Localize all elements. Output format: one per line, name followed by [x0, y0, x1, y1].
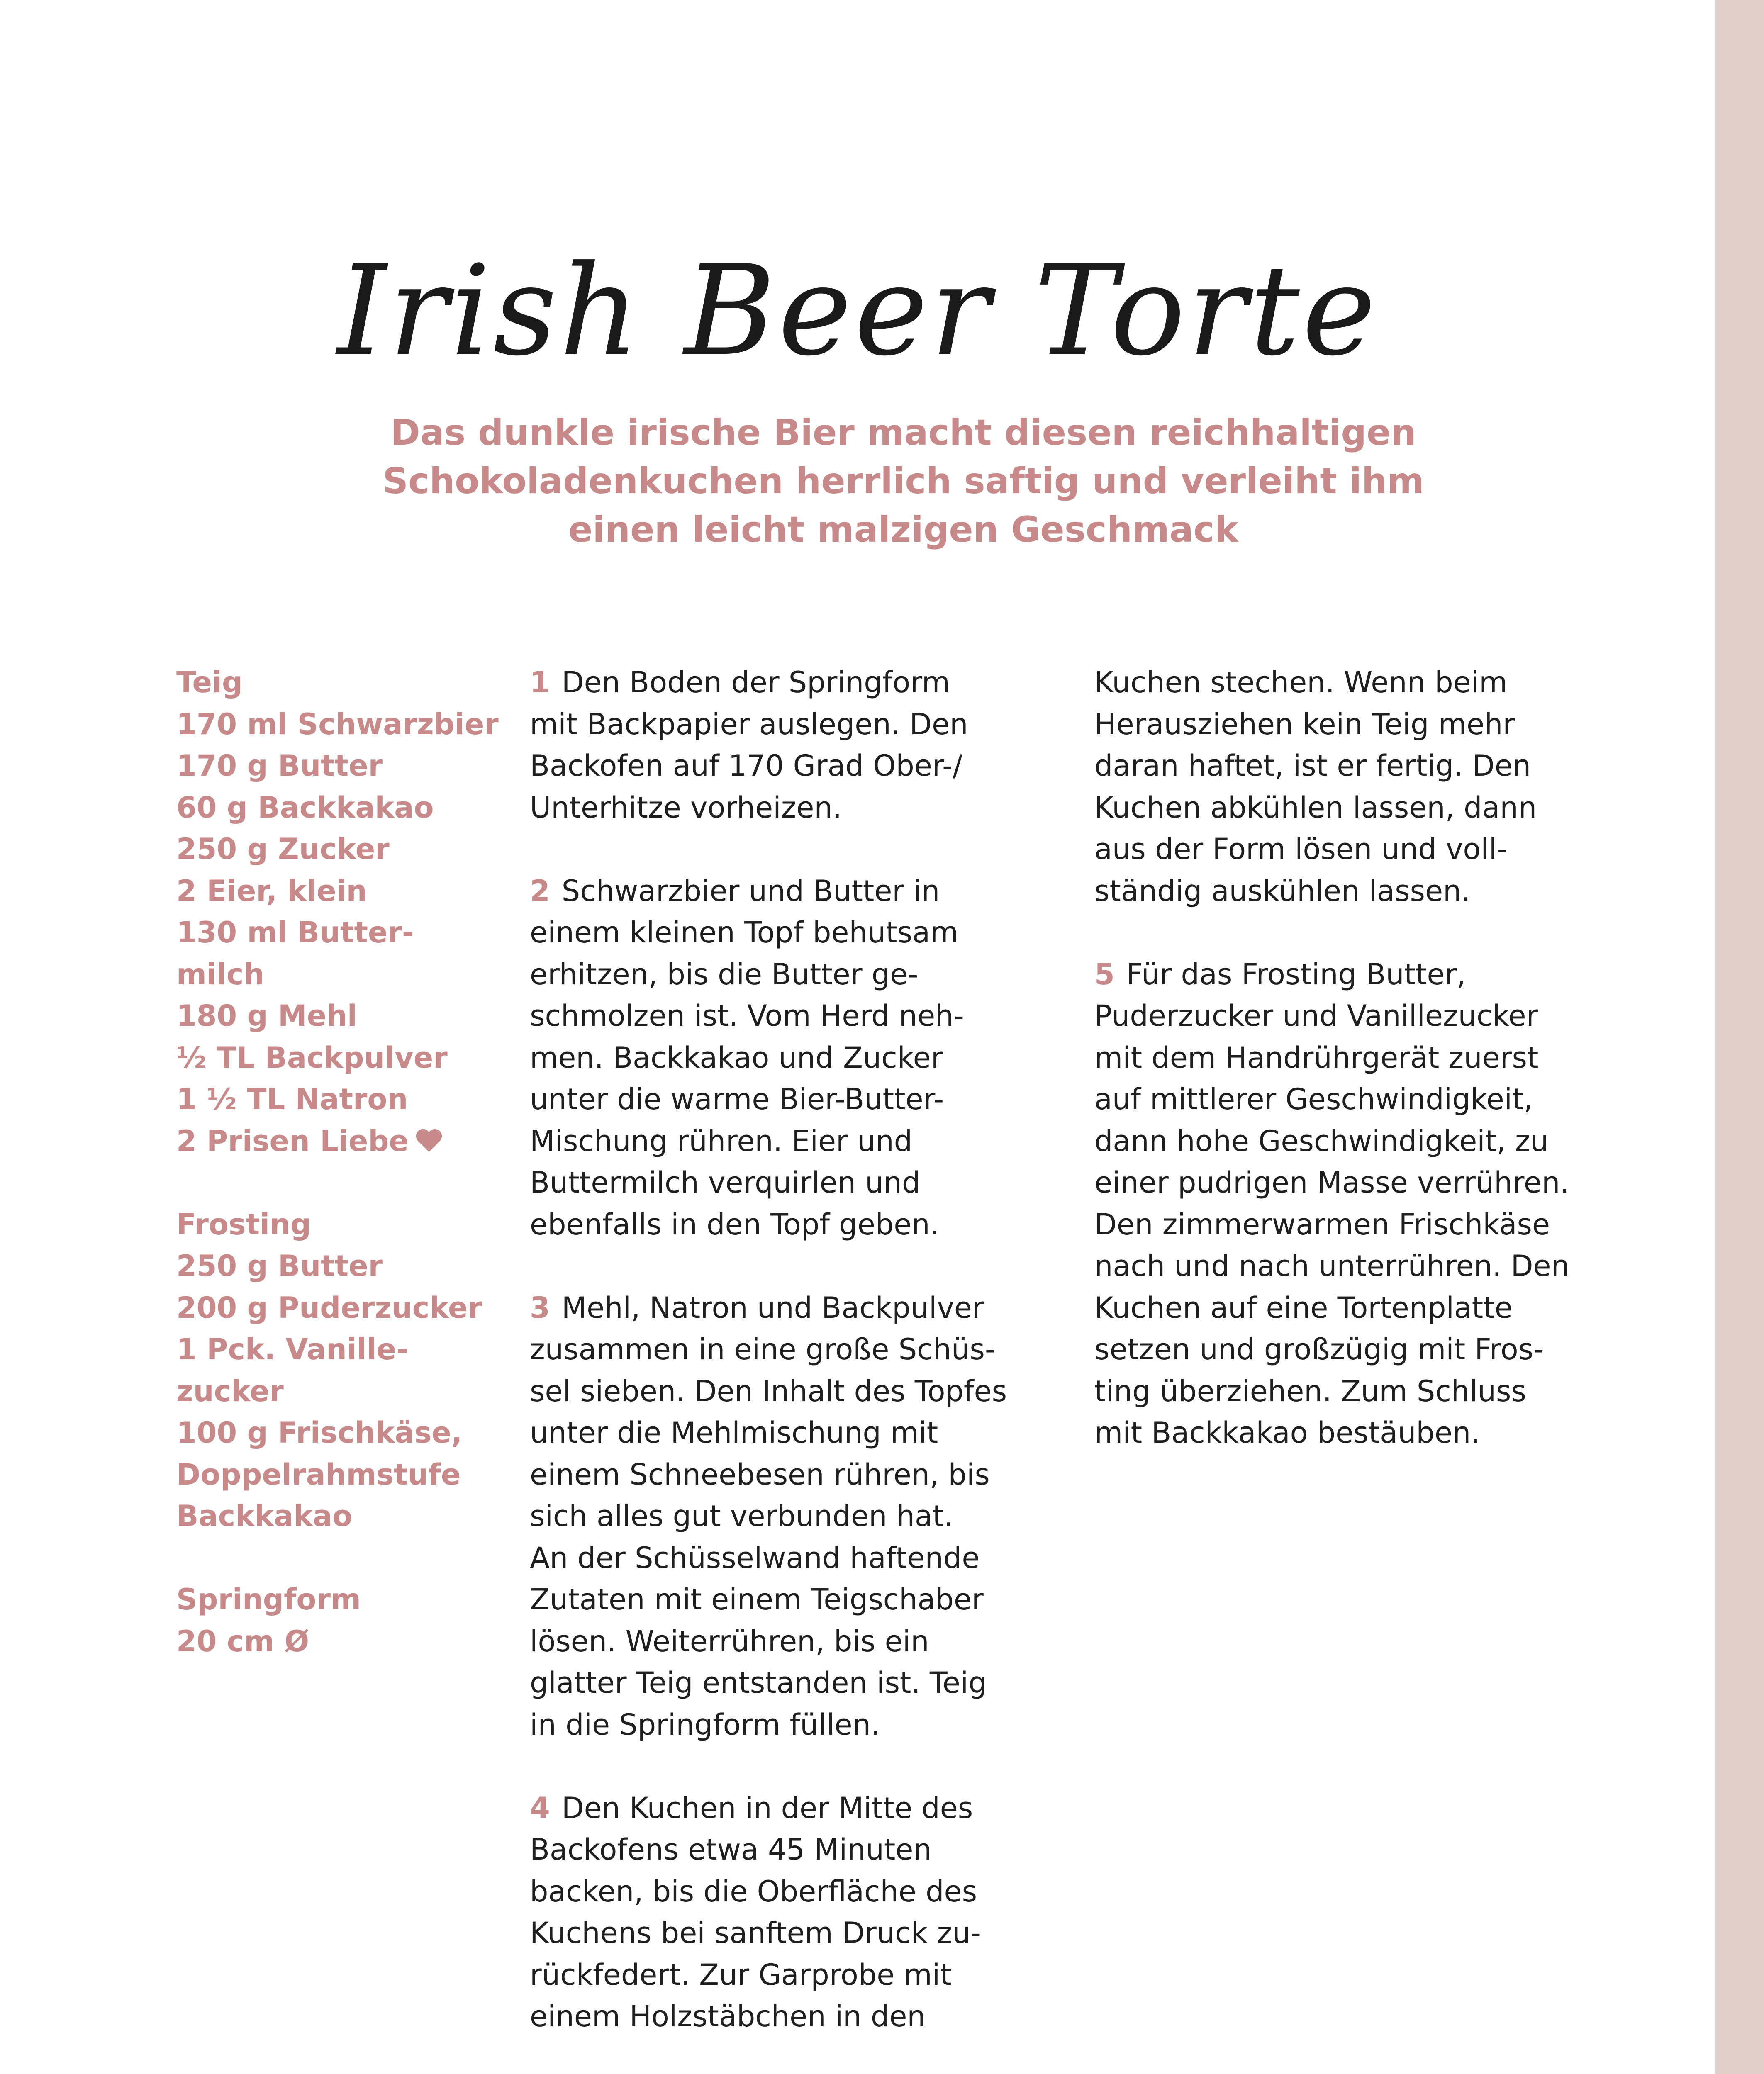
ingredient-item	[176, 1287, 492, 1329]
step-line	[1094, 995, 1625, 1037]
step-text: glatter Teig entstanden ist. Teig	[530, 1666, 987, 1700]
step-line	[1094, 954, 1625, 996]
step-line	[1094, 1412, 1625, 1454]
ingredient-item	[176, 1454, 492, 1496]
step-line	[530, 1120, 1053, 1162]
ingredient-text: 180 g Mehl	[176, 999, 357, 1033]
recipe-title: Irish Beer Torte	[337, 239, 1379, 383]
step-text: Für das Frosting Butter,	[1126, 957, 1466, 991]
ingredient-item	[176, 1120, 492, 1162]
step-line	[530, 662, 1053, 704]
step-text: rückfedert. Zur Garprobe mit	[530, 1957, 952, 1992]
step-line	[530, 1454, 1053, 1496]
ingredient-item	[176, 1329, 492, 1370]
step-text: nach und nach unterrühren. Den	[1094, 1249, 1569, 1283]
step-line	[1094, 1037, 1625, 1079]
step-line	[1094, 1120, 1625, 1162]
step-text: unter die Mehlmischung mit	[530, 1416, 938, 1450]
ingredient-text: zucker	[176, 1374, 284, 1408]
step-block	[1094, 954, 1625, 1454]
step-text: dann hohe Geschwindigkeit, zu	[1094, 1124, 1549, 1158]
ingredient-item	[176, 912, 492, 954]
ingredient-item	[176, 1412, 492, 1454]
ingredient-heading: Frosting	[176, 1207, 312, 1241]
ingredient-item	[176, 745, 492, 787]
step-line	[530, 1329, 1053, 1370]
subtitle-line: Das dunkle irische Bier macht diesen reichhaltigen	[390, 412, 1416, 453]
step-number: 1	[530, 665, 550, 699]
step-line	[530, 1829, 1053, 1871]
step-text: Backofen auf 170 Grad Ober-/	[530, 749, 962, 783]
step-line	[1094, 787, 1625, 829]
ingredient-text: 60 g Backkakao	[176, 790, 434, 825]
step-text: einem Schneebesen rühren, bis	[530, 1457, 990, 1492]
ingredient-text: 1 ½ TL Natron	[176, 1082, 408, 1116]
ingredient-item	[176, 787, 492, 829]
ingredient-text: 1 Pck. Vanille-	[176, 1332, 409, 1366]
step-text: sel sieben. Den Inhalt des Topfes	[530, 1374, 1007, 1408]
step-line	[530, 1871, 1053, 1913]
step-text: einem kleinen Topf behutsam	[530, 915, 959, 949]
step-text: Kuchens bei sanftem Druck zu-	[530, 1916, 981, 1950]
ingredient-text: 250 g Zucker	[176, 832, 390, 866]
ingredient-text: 200 g Puderzucker	[176, 1290, 482, 1325]
step-text: An der Schüsselwand haftende	[530, 1541, 980, 1575]
ingredient-group	[176, 1579, 492, 1662]
ingredient-text: ½ TL Backpulver	[176, 1040, 448, 1075]
step-line	[530, 1037, 1053, 1079]
step-text: men. Backkakao und Zucker	[530, 1040, 943, 1075]
step-line	[1094, 1287, 1625, 1329]
step-block	[530, 1287, 1053, 1746]
step-text: unter die warme Bier-Butter-	[530, 1082, 944, 1116]
ingredient-text: 170 ml Schwarzbier	[176, 707, 499, 741]
subtitle-line: Schokoladenkuchen herrlich saftig und verleiht ihm	[383, 460, 1424, 502]
step-text: mit dem Handrührgerät zuerst	[1094, 1040, 1539, 1075]
step-line	[1094, 1329, 1625, 1370]
step-text: einer pudrigen Masse verrühren.	[1094, 1166, 1569, 1200]
step-line	[530, 1537, 1053, 1579]
step-line	[530, 1954, 1053, 1996]
ingredient-text: 20 cm Ø	[176, 1624, 309, 1658]
step-line	[530, 1996, 1053, 2037]
ingredient-text: 170 g Butter	[176, 749, 383, 783]
step-text: aus der Form lösen und voll-	[1094, 832, 1508, 866]
step-line	[1094, 1204, 1625, 1246]
step-text: ting überziehen. Zum Schluss	[1094, 1374, 1526, 1408]
step-number: 4	[530, 1791, 550, 1825]
ingredient-item	[176, 870, 492, 912]
step-block	[530, 662, 1053, 828]
ingredient-item	[176, 1495, 492, 1537]
step-line	[530, 1662, 1053, 1704]
ingredient-item	[176, 704, 499, 745]
step-text: setzen und großzügig mit Fros-	[1094, 1332, 1544, 1366]
step-line	[530, 1704, 1053, 1746]
step-line	[530, 995, 1053, 1037]
step-line	[530, 1912, 1053, 1954]
ingredient-group	[176, 662, 499, 1162]
ingredient-heading: Springform	[176, 1582, 361, 1616]
heart-icon	[416, 1130, 442, 1154]
step-line	[1094, 870, 1625, 912]
step-line	[530, 1579, 1053, 1621]
step-line	[1094, 1370, 1625, 1412]
step-line	[530, 954, 1053, 996]
step-text: auf mittlerer Geschwindigkeit,	[1094, 1082, 1533, 1116]
step-text: lösen. Weiterrühren, bis ein	[530, 1624, 929, 1658]
step-line	[530, 1787, 1053, 1829]
step-number: 3	[530, 1290, 550, 1325]
recipe-subtitle	[282, 409, 1525, 554]
step-line	[530, 1621, 1053, 1663]
step-text: schmolzen ist. Vom Herd neh-	[530, 999, 964, 1033]
step-line	[1094, 1162, 1625, 1204]
ingredient-item	[176, 1037, 492, 1079]
step-block	[530, 1787, 1053, 2037]
step-line	[530, 1495, 1053, 1537]
step-text: Backofens etwa 45 Minuten	[530, 1833, 932, 1867]
ingredient-group	[176, 1204, 492, 1537]
step-line	[1094, 1245, 1625, 1287]
ingredient-item	[176, 1370, 492, 1412]
ingredient-text: Doppelrahmstufe	[176, 1457, 461, 1492]
step-text: Zutaten mit einem Teigschaber	[530, 1582, 984, 1616]
step-text: Mehl, Natron und Backpulver	[561, 1290, 984, 1325]
step-line	[530, 1204, 1053, 1246]
ingredient-item	[176, 1078, 492, 1120]
step-line	[530, 870, 1053, 912]
step-text: Puderzucker und Vanillezucker	[1094, 999, 1538, 1033]
step-line	[530, 1370, 1053, 1412]
step-text: ebenfalls in den Topf geben.	[530, 1207, 939, 1241]
step-text: Unterhitze vorheizen.	[530, 790, 842, 825]
subtitle-line: einen leicht malzigen Geschmack	[568, 509, 1238, 550]
step-line	[530, 1287, 1053, 1329]
step-text: mit Backkakao bestäuben.	[1094, 1416, 1480, 1450]
ingredient-text: 250 g Butter	[176, 1249, 383, 1283]
step-text: zusammen in eine große Schüs-	[530, 1332, 996, 1366]
step-line	[1094, 704, 1625, 745]
ingredient-item	[176, 954, 492, 996]
ingredient-item	[176, 828, 492, 870]
step-text: einem Holzstäbchen in den	[530, 1999, 926, 2033]
ingredient-text: 130 ml Butter-	[176, 915, 414, 949]
step-text: Kuchen abkühlen lassen, dann	[1094, 790, 1537, 825]
step-line	[1094, 745, 1625, 787]
steps-column-right	[1094, 662, 1625, 1495]
step-text: backen, bis die Oberfläche des	[530, 1874, 977, 1908]
step-line	[530, 912, 1053, 954]
ingredient-text: Backkakao	[176, 1499, 353, 1533]
step-text: Den Kuchen in der Mitte des	[561, 1791, 973, 1825]
step-block	[530, 870, 1053, 1246]
step-line	[530, 787, 1053, 829]
step-text: Den Boden der Springform	[561, 665, 950, 699]
step-number: 2	[530, 874, 550, 908]
step-text: mit Backpapier auslegen. Den	[530, 707, 968, 741]
step-text: Den zimmerwarmen Frischkäse	[1094, 1207, 1550, 1241]
ingredient-text: 100 g Frischkäse,	[176, 1416, 463, 1450]
step-text: Mischung rühren. Eier und	[530, 1124, 913, 1158]
step-text: Herausziehen kein Teig mehr	[1094, 707, 1515, 741]
step-text: ständig auskühlen lassen.	[1094, 874, 1471, 908]
step-line	[530, 1078, 1053, 1120]
step-text: Schwarzbier und Butter in	[561, 874, 940, 908]
step-line	[530, 1412, 1053, 1454]
step-line	[530, 1162, 1053, 1204]
step-text: daran haftet, ist er fertig. Den	[1094, 749, 1531, 783]
step-text: Kuchen auf eine Tortenplatte	[1094, 1290, 1513, 1325]
step-text: in die Springform füllen.	[530, 1707, 880, 1742]
step-line	[1094, 662, 1625, 704]
ingredient-text: 2 Prisen Liebe	[176, 1124, 409, 1158]
step-text: erhitzen, bis die Butter ge-	[530, 957, 919, 991]
ingredient-item	[176, 1621, 492, 1663]
step-number: 5	[1094, 957, 1115, 991]
side-stripe	[1715, 0, 1764, 2074]
ingredient-heading: Teig	[176, 665, 243, 699]
ingredient-text: 2 Eier, klein	[176, 874, 367, 908]
ingredient-item	[176, 995, 492, 1037]
step-block	[1094, 662, 1625, 912]
ingredients-column	[176, 662, 499, 1704]
step-text: Buttermilch verquirlen und	[530, 1166, 921, 1200]
ingredient-item	[176, 1245, 492, 1287]
steps-column-middle	[530, 662, 1053, 2074]
step-text: Kuchen stechen. Wenn beim	[1094, 665, 1508, 699]
step-line	[530, 745, 1053, 787]
step-line	[530, 704, 1053, 745]
step-line	[1094, 828, 1625, 870]
step-line	[1094, 1078, 1625, 1120]
ingredient-text: milch	[176, 957, 265, 991]
step-text: sich alles gut verbunden hat.	[530, 1499, 953, 1533]
